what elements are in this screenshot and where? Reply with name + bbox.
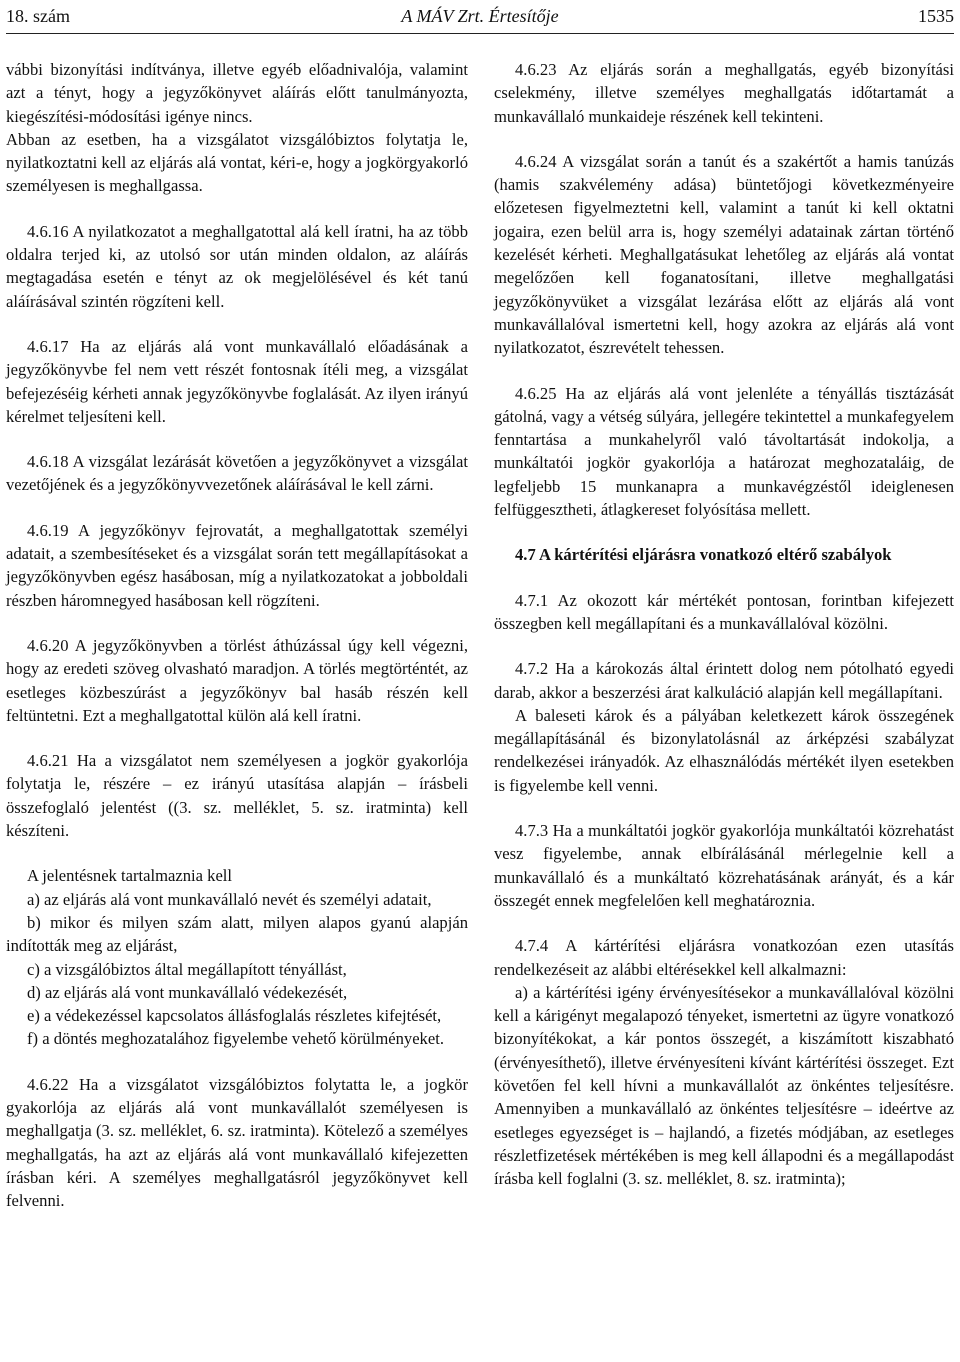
paragraph: b) mikor és milyen szám alatt, milyen alapos gyanú alapján indították meg az eljárást,	[6, 912, 468, 956]
paragraph: 4.6.23 Az eljárás során a meghallgatás, egyéb bizonyítási cselekmény, illetve személyes meghallgatás időtartamát a munkavállaló munkaideje részének kell tekinteni.	[494, 60, 954, 126]
paragraph: 4.7.4 A kártérítési eljárásra vonatkozóan ezen utasítás rendelkezéseit az alábbi eltérésekkel kell alkalmazni:	[494, 936, 954, 979]
paragraph: d) az eljárás alá vont munkavállaló védekezését,	[27, 982, 348, 1002]
paragraph: 4.6.22 Ha a vizsgálatot vizsgálóbiztos folytatta le, a jogkör gyakorlója az eljárás alá vont munkavállalót személyesen is meghallgatja (3. sz. melléklet, 6. sz. iratminta). Kötelező a személyes meghallgatás, ha azt az eljárás alá vont munkavállaló kifejezetten írásban kéri. A személyes meghallgatásról jegyzőkönyvet kell felvenni.	[6, 1074, 468, 1211]
paragraph: 4.6.25 Ha az eljárás alá vont jelenléte a tényállás tisztázását gátolná, vagy a vétség súlyára, jellegére tekintettel a munkafegyelem fenntartása a munkahelyről való távoltartását indokolja, a munkáltatói jogkör gyakorlója a határozat meghozataláig, de legfeljebb 15 munkanapra a munkavégzéstől ideiglenesen felfüggesztheti, átlagkereset folyósítása mellett.	[494, 383, 954, 520]
paragraph: 4.6.19 A jegyzőkönyv fejrovatát, a meghallgatottak személyi adatait, a szembesítéseket és a vizsgálat során tett megállapításokat a jegyzőkönyvben egész hasábosan, míg a nyilatkozatokat a jobboldali részben háromnegyed hasábosan kell rögzíteni.	[6, 520, 468, 610]
left-column	[6, 58, 468, 1212]
paragraph: e) a védekezéssel kapcsolatos állásfoglalás részletes kifejtését,	[27, 1006, 442, 1026]
paragraph: 4.6.20 A jegyzőkönyvben a törlést áthúzással úgy kell végezni, hogy az eredeti szöveg olvasható maradjon. A törlés megtörténtét, az esetleges közbeszúrást a jegyzőkönyv bal hasáb részén kell feltüntetni. Ezt a meghallgatottal külön alá kell íratni.	[6, 635, 468, 725]
paragraph: A baleseti károk és a pályában keletkezett károk összegének megállapításánál és bizonylatolásnál az árképzési szabályzat rendelkezései irányadók. Az elhasználódás mértékét ilyen esetekben is figyelembe kell venni.	[494, 705, 954, 795]
paragraph: a) a kártérítési igény érvényesítésekor a munkavállalóval közölni kell a kárigényt megalapozó tényeket, ismertetni az ügyre vonatkozó bizonyítékokat, a kár pontos összegét, a kiszámított kiszabható (érvényesíthető), illetve érvényesíteni kívánt kártérítési összeget. Ezt követően fel kell hívni a munkavállalót az önkéntes teljesítésre. Amennyiben a munkavállaló az önkéntes teljesítésre – ideértve az esetleges egyezséget is – hajlandó, a fizetés módjában, az esetleges részletfizetések mértékében is meg kell állapodni és a megállapodást írásba kell foglalni (3. sz. melléklet, 8. sz. iratminta);	[494, 982, 954, 1189]
paragraph: 4.7.2 Ha a károkozás által érintett dolog nem pótolható egyedi darab, akkor a beszerzési árat kalkuláció alapján kell megállapítani.	[494, 659, 954, 702]
header-rule	[6, 33, 954, 34]
section-heading: 4.7 A kártérítési eljárásra vonatkozó eltérő szabályok	[515, 545, 892, 565]
issue-number: 18. szám	[6, 6, 70, 26]
paragraph: 4.6.24 A vizsgálat során a tanút és a szakértőt a hamis tanúzás (hamis szakvélemény adása) büntetőjogi következményeire előzetesen figyelmeztetni kell, valamint a tanút ki kell oktatni jogaira, ezen belül arra is, hogy személyi adatainak zártan történő kezelését kérheti. Meghallgatásukat lehetőleg az eljárás alá vontat megelőzően kell foganatosítani, illetve meghallgatási jegyzőkönyvüket a vizsgálat lezárása előtt az eljárás alá vont munkavállalóval ismertetni kell, hogy azokra az eljárás alá vont nyilatkozatot, észrevételt tehessen.	[494, 151, 954, 358]
paragraph: Abban az esetben, ha a vizsgálatot vizsgálóbiztos folytatja le, nyilatkoztatni kell az eljárás alá vontat, kéri-e, hogy a jogkörgyakorló személyesen is meghallgassa.	[6, 129, 468, 196]
paragraph: 4.6.21 Ha a vizsgálatot nem személyesen a jogkör gyakorlója folytatja le, részére – ez irányú utasítása alapján – írásbeli összefoglaló jelentést ((3. sz. melléklet, 5. sz. iratminta) kell készíteni.	[6, 751, 468, 841]
publication-title: A MÁV Zrt. Értesítője	[401, 6, 559, 26]
paragraph: f) a döntés meghozatalához figyelembe vehető körülményeket.	[27, 1029, 444, 1049]
paragraph: a) az eljárás alá vont munkavállaló nevét és személyi adatait,	[27, 889, 432, 909]
paragraph: 4.7.3 Ha a munkáltatói jogkör gyakorlója munkáltatói közrehatást vesz figyelembe, annak elbírálásánál mérlegelnie kell a munkavállaló és a munkáltató közrehatásának arányát, és a kár összegét ennek megfelelően kell meghatároznia.	[494, 821, 954, 910]
right-column	[494, 58, 954, 1190]
paragraph: 4.7.1 Az okozott kár mértékét pontosan, forintban kifejezett összegben kell megállapítani és a munkavállalóval közölni.	[494, 590, 954, 633]
paragraph: A jelentésnek tartalmaznia kell	[27, 866, 233, 886]
paragraph: 4.6.18 A vizsgálat lezárását követően a jegyzőkönyvet a vizsgálat vezetőjének és a jegyzőkönyvvezetőnek aláírásával le kell zárni.	[6, 452, 468, 495]
page-header	[6, 4, 954, 30]
paragraph: 4.6.16 A nyilatkozatot a meghallgatottal alá kell íratni, ha az több oldalra terjed ki, az utolsó sor után minden oldalon, az aláírás megtagadása esetén e tényt az ok megjelölésével és két tanú aláírásával szintén rögzíteni kell.	[6, 221, 468, 311]
paragraph: 4.6.17 Ha az eljárás alá vont munkavállaló előadásának a jegyzőkönyvbe fel nem vett részét fontosnak ítéli meg, a vizsgálat befejezéséig kérheti annak jegyzőkönyvbe foglalását. Az ilyen irányú kérelmet teljesíteni kell.	[6, 336, 468, 426]
paragraph: vábbi bizonyítási indítványa, illetve egyéb előadnivalója, valamint azt a tényt, hogy a jegyzőkönyvet aláírás előtt tanulmányozta, kiegészítési-módosítási igénye nincs.	[6, 60, 468, 126]
paragraph: c) a vizsgálóbiztos által megállapított tényállást,	[27, 959, 347, 979]
page-number: 1535	[918, 6, 954, 26]
